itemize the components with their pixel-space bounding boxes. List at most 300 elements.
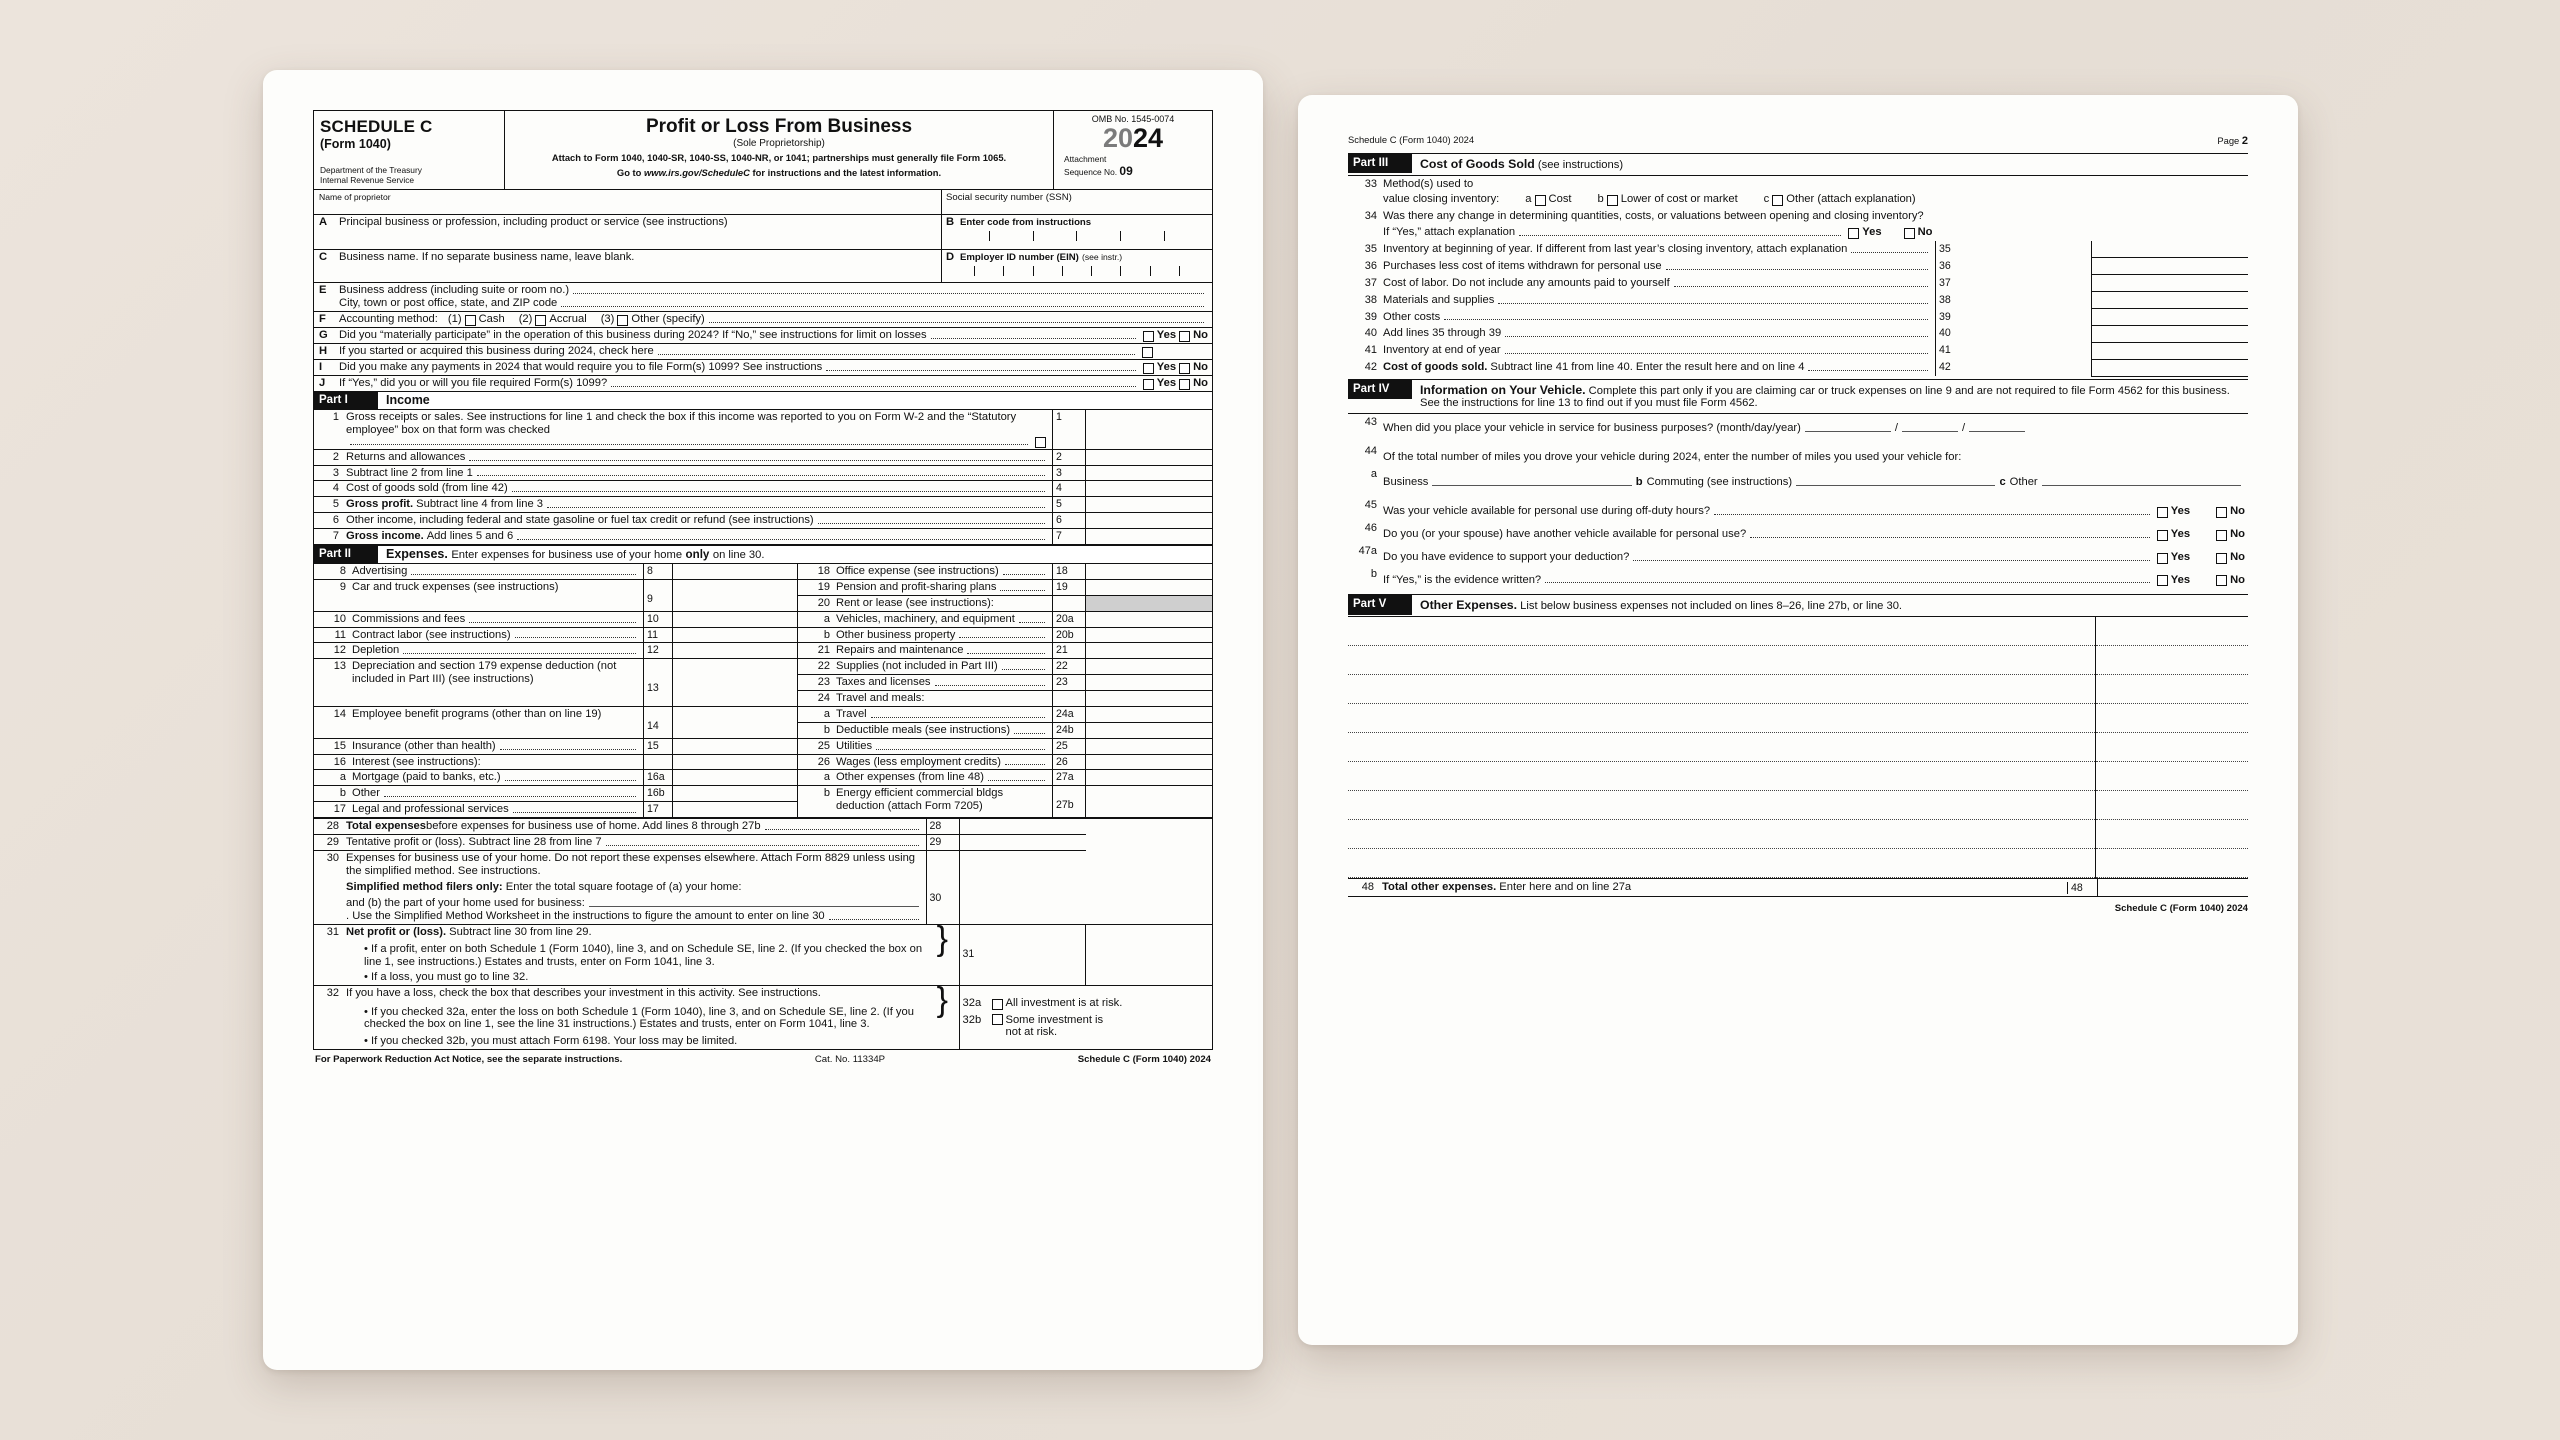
- other-expense-amt-9[interactable]: [2096, 849, 2249, 878]
- irs-url-link[interactable]: www.irs.gov/ScheduleC: [643, 167, 750, 179]
- line-28-bold: Total expenses: [346, 820, 426, 833]
- line-31-amount[interactable]: [1086, 925, 1213, 986]
- other-expense-amt-5[interactable]: [2096, 733, 2249, 762]
- line-34-no-checkbox[interactable]: [1904, 228, 1915, 239]
- accounting-other-fill[interactable]: [709, 322, 1204, 323]
- table-row: [1348, 543, 2248, 566]
- line-26-amount[interactable]: [1086, 754, 1213, 770]
- line-31-bullet-1: • If a profit, enter on both Schedule 1 (Form 1040), line 3, and on Schedule SE, line 2. (If you checked the box on line 1, see instructions.) Estates and trusts, enter on Form 1041, line 3.: [364, 943, 923, 968]
- schedule-title: SCHEDULE C: [320, 117, 433, 136]
- part-4-title: [1412, 380, 2248, 414]
- table-row: [1348, 566, 2248, 593]
- line-30-simplified-bold: Simplified method filers only:: [346, 880, 503, 893]
- line-1-statutory-checkbox[interactable]: [1035, 437, 1046, 448]
- line-32b-checkbox[interactable]: [992, 1014, 1003, 1025]
- line-29-desc: Tentative profit or (loss). Subtract line 28 from line 7: [346, 835, 602, 848]
- part-2-title-main: Expenses.: [386, 547, 448, 562]
- line-33-number: 33: [1364, 177, 1377, 190]
- line-31-number: 31: [314, 925, 344, 986]
- line-42-amount[interactable]: [2092, 359, 2249, 376]
- page-2-header: [1348, 135, 2248, 151]
- line-32-brace: }: [926, 985, 959, 1050]
- line-13-amount[interactable]: [672, 659, 797, 707]
- table-row: [314, 738, 1213, 754]
- line-36-number: 36: [1364, 259, 1377, 272]
- line-23-label: 23: [1053, 675, 1086, 691]
- page-number-value: 2: [2241, 135, 2248, 147]
- table-row: [314, 481, 1213, 497]
- line-25-number: 25: [797, 738, 833, 754]
- business-address-field[interactable]: [314, 283, 1212, 311]
- line-17-number: 17: [314, 802, 350, 818]
- ssn-field[interactable]: [941, 190, 1212, 214]
- line-5-amount[interactable]: [1086, 497, 1213, 513]
- line-44a-input[interactable]: [1432, 485, 1631, 486]
- row-h: [313, 343, 1213, 359]
- table-row: 43 When did you place your vehicle in service for business purposes? (month/day/year) / /: [1348, 414, 2248, 443]
- line-33-text-2: value closing inventory:: [1383, 193, 1500, 206]
- line-46-yes-checkbox[interactable]: [2157, 530, 2168, 541]
- ein-boxes[interactable]: [946, 266, 1208, 276]
- line-1-amount[interactable]: [1086, 409, 1213, 449]
- table-row: [1348, 241, 2248, 258]
- inventory-cost-checkbox[interactable]: [1535, 195, 1546, 206]
- line-2-amount[interactable]: [1086, 449, 1213, 465]
- line-44b-label: Commuting (see instructions): [1646, 476, 1793, 489]
- line-20a-label: 20a: [1053, 611, 1086, 627]
- line-21-number: 21: [797, 643, 833, 659]
- line-48-amount[interactable]: [2097, 879, 2248, 896]
- line-22-desc: Supplies (not included in Part III): [835, 660, 998, 673]
- part-2-title-only: only: [685, 548, 710, 562]
- h-checkbox[interactable]: [1142, 347, 1153, 358]
- accounting-method-label: Accounting method:: [339, 312, 438, 325]
- ein-field[interactable]: [941, 250, 1212, 282]
- part-5-blank-rows: [1348, 617, 2248, 878]
- line-48-bold: Total other expenses.: [1382, 881, 1497, 894]
- table-row: [314, 850, 1213, 924]
- line-3-number: 3: [314, 465, 344, 481]
- line-12-label: 12: [643, 643, 672, 659]
- schedule-c-page-1: [263, 70, 1263, 1370]
- line-1-number: 1: [332, 410, 339, 423]
- table-row: [1348, 466, 2248, 497]
- h-text: If you started or acquired this business during 2024, check here: [339, 344, 654, 357]
- label-j: J: [319, 376, 326, 389]
- line-35-number: 35: [1364, 243, 1377, 256]
- f-opt2-num: (2): [518, 312, 533, 325]
- line-35-amount[interactable]: [2092, 241, 2249, 258]
- line-28-amount[interactable]: [959, 819, 1086, 835]
- line-27b-desc: Energy efficient commercial bldgs deduction (attach Form 7205): [835, 787, 1004, 813]
- goto-pre: Go to: [616, 167, 644, 179]
- table-row: 42 Cost of goods sold. Subtract line 41 from line 40. Enter the result here and on line 4 42: [1348, 359, 2248, 376]
- other-expense-desc-3[interactable]: [1348, 675, 2096, 704]
- line-30-simplified-text: Enter the total square footage of (a) your home:: [502, 880, 742, 893]
- schedule-c-page-2: [1298, 95, 2298, 1345]
- line-15-amount[interactable]: [672, 738, 797, 754]
- principal-business-label: Principal business or profession, including product or service (see instructions): [339, 215, 728, 228]
- line-45-number: 45: [1364, 498, 1377, 511]
- line-46-no-checkbox[interactable]: [2216, 530, 2227, 541]
- other-expense-amt-3[interactable]: [2096, 675, 2249, 704]
- line-48-desc: Enter here and on line 27a: [1496, 881, 1632, 894]
- table-row: [314, 925, 1213, 986]
- line-45-desc: Was your vehicle available for personal use during off-duty hours?: [1383, 504, 1711, 517]
- table-row: [314, 659, 1213, 675]
- line-45-yes-label: Yes: [2170, 504, 2191, 517]
- line-8-label: 8: [643, 564, 672, 580]
- line-47a-no-label: No: [2230, 550, 2245, 563]
- line-47b-desc: If “Yes,” is the evidence written?: [1383, 573, 1542, 586]
- f-opt2-label: Accrual: [549, 312, 587, 325]
- part-4-title-text: Complete this part only if you are claiming car or truck expenses on line 9 and are not required to file Form 4562 for this business. See the instructions for line 13 to find out if you must file Form 4562.: [1420, 384, 2230, 410]
- line-35-label: 35: [1936, 241, 2092, 258]
- line-34-yes-checkbox[interactable]: [1848, 228, 1859, 239]
- line-9-amount[interactable]: [672, 579, 797, 611]
- line-16a-desc: Mortgage (paid to banks, etc.): [352, 771, 501, 784]
- line-24a-amount[interactable]: [1086, 706, 1213, 722]
- attach-instruction: Attach to Form 1040, 1040-SR, 1040-SS, 1040-NR, or 1041; partnerships must generally file Form 1065.: [551, 152, 1007, 164]
- line-17-desc: Legal and professional services: [352, 803, 509, 816]
- other-expense-desc-7[interactable]: [1348, 791, 2096, 820]
- line-7-amount[interactable]: [1086, 529, 1213, 545]
- line-18-label: 18: [1053, 564, 1086, 580]
- line-47b-yes-checkbox[interactable]: [2157, 575, 2168, 586]
- line-3-amount[interactable]: [1086, 465, 1213, 481]
- line-42-label: 42: [1936, 359, 2092, 376]
- accounting-method-row: [314, 312, 1212, 327]
- row-j: [313, 375, 1213, 391]
- f-opt3-num: (3): [600, 312, 615, 325]
- line-45-no-label: No: [2230, 504, 2245, 517]
- line-14-amount[interactable]: [672, 706, 797, 738]
- line-32a-text: All investment is at risk.: [1005, 996, 1123, 1009]
- label-e: E: [319, 283, 327, 296]
- line-41-amount[interactable]: [2092, 342, 2249, 359]
- attachment-sequence: [1058, 154, 1208, 178]
- part-5-title: [1412, 595, 1902, 616]
- line-47b-no-label: No: [2230, 573, 2245, 586]
- table-row: [314, 834, 1213, 850]
- business-address-label: Business address (including suite or room no.): [339, 283, 570, 296]
- line-26-label: 26: [1053, 754, 1086, 770]
- g-no-checkbox[interactable]: [1179, 331, 1190, 342]
- line-21-desc: Repairs and maintenance: [835, 644, 964, 657]
- line-43-day-input[interactable]: [1902, 431, 1958, 432]
- line-28-label: 28: [926, 819, 959, 835]
- j-yes-checkbox[interactable]: [1143, 379, 1154, 390]
- line-13-number: 13: [314, 659, 350, 707]
- other-expense-amt-7[interactable]: [2096, 791, 2249, 820]
- line-25-label: 25: [1053, 738, 1086, 754]
- line-7-label: 7: [1053, 529, 1086, 545]
- inventory-lower-checkbox[interactable]: [1607, 195, 1618, 206]
- line-20a-desc: Vehicles, machinery, and equipment: [835, 612, 1015, 625]
- line-10-amount[interactable]: [672, 611, 797, 627]
- line-4-desc: Cost of goods sold (from line 42): [346, 482, 508, 495]
- table-row: [314, 754, 1213, 770]
- line-40-desc: Add lines 35 through 39: [1383, 327, 1502, 340]
- line-33-b-label: Lower of cost or market: [1620, 193, 1738, 206]
- line-27b-label: 27b: [1053, 786, 1086, 818]
- line-17-label: 17: [643, 802, 672, 818]
- line-43-year-input[interactable]: [1969, 431, 2025, 432]
- line-32-desc: If you have a loss, check the box that describes your investment in this activity. See instructions.: [346, 986, 821, 999]
- i-no-label: No: [1193, 360, 1208, 373]
- line-32a-checkbox[interactable]: [992, 999, 1003, 1010]
- line-24-desc: Travel and meals:: [833, 691, 1053, 707]
- line-12-amount[interactable]: [672, 643, 797, 659]
- line-47a-yes-checkbox[interactable]: [2157, 553, 2168, 564]
- line-12-number: 12: [314, 643, 350, 659]
- line-24b-label: 24b: [1053, 722, 1086, 738]
- line-14-number: 14: [314, 706, 350, 738]
- line-19-number: 19: [797, 579, 833, 595]
- line-19-desc: Pension and profit-sharing plans: [835, 580, 997, 593]
- list-item: [1348, 733, 2248, 762]
- other-expense-desc-2[interactable]: [1348, 646, 2096, 675]
- line-11-amount[interactable]: [672, 627, 797, 643]
- line-22-amount[interactable]: [1086, 659, 1213, 675]
- part-2-title-end: on line 30.: [712, 549, 765, 562]
- line-40-amount[interactable]: [2092, 325, 2249, 342]
- business-code-boxes[interactable]: [946, 231, 1208, 241]
- line-18-number: 18: [797, 564, 833, 580]
- line-24b-desc: Deductible meals (see instructions): [835, 723, 1011, 736]
- j-text: If “Yes,” did you or will you file required Form(s) 1099?: [339, 376, 608, 389]
- table-row: 5 Gross profit. Subtract line 4 from line 3 5: [314, 497, 1213, 513]
- other-expense-amt-1[interactable]: [2096, 617, 2249, 646]
- line-46-desc: Do you (or your spouse) have another vehicle available for personal use?: [1383, 527, 1747, 540]
- line-29-label: 29: [926, 834, 959, 850]
- catalog-number: Cat. No. 11334P: [814, 1054, 886, 1066]
- line-10-number: 10: [314, 611, 350, 627]
- label-g: G: [319, 328, 328, 341]
- line-9-desc: Car and truck expenses (see instructions): [352, 580, 559, 593]
- table-row: [1348, 342, 2248, 359]
- line-4-amount[interactable]: [1086, 481, 1213, 497]
- table-row: [314, 409, 1213, 449]
- line-8-desc: Advertising: [352, 565, 408, 578]
- line-15-number: 15: [314, 738, 350, 754]
- other-expense-desc-5[interactable]: [1348, 733, 2096, 762]
- line-20a-amount[interactable]: [1086, 611, 1213, 627]
- line-8-number: 8: [339, 565, 346, 578]
- line-23-amount[interactable]: [1086, 675, 1213, 691]
- list-item: [1348, 820, 2248, 849]
- line-47a-yes-label: Yes: [2170, 550, 2191, 563]
- line-30-amount[interactable]: [959, 850, 1086, 924]
- accounting-accrual-checkbox[interactable]: [535, 315, 546, 326]
- line-38-amount[interactable]: [2092, 292, 2249, 309]
- line-45-no-checkbox[interactable]: [2216, 507, 2227, 518]
- other-expense-desc-4[interactable]: [1348, 704, 2096, 733]
- line-27b-amount[interactable]: [1086, 786, 1213, 818]
- line-38-desc: Materials and supplies: [1383, 293, 1495, 306]
- other-expense-amt-4[interactable]: [2096, 704, 2249, 733]
- line-27a-desc: Other expenses (from line 48): [835, 771, 984, 784]
- part-5-label: Part V: [1348, 595, 1412, 614]
- line-41-label: 41: [1936, 342, 2092, 359]
- other-expense-desc-6[interactable]: [1348, 762, 2096, 791]
- part-1-title: Income: [386, 393, 430, 408]
- other-expense-desc-8[interactable]: [1348, 820, 2096, 849]
- line-37-label: 37: [1936, 275, 2092, 292]
- table-row: [314, 706, 1213, 722]
- f-opt1-label: Cash: [478, 312, 505, 325]
- line-9-label: 9: [643, 579, 672, 611]
- line-39-amount[interactable]: [2092, 309, 2249, 326]
- line-23-desc: Taxes and licenses: [835, 676, 931, 689]
- table-row: [1348, 497, 2248, 520]
- line-24a-label: 24a: [1053, 706, 1086, 722]
- tax-year: [1058, 125, 1208, 152]
- line-39-desc: Other costs: [1383, 310, 1441, 323]
- line-16b-amount[interactable]: [672, 786, 797, 802]
- line-13-label: 13: [643, 659, 672, 707]
- line-24b-amount[interactable]: [1086, 722, 1213, 738]
- proprietor-name-label: Name of proprietor: [319, 191, 391, 202]
- line-47b-no-checkbox[interactable]: [2216, 575, 2227, 586]
- dept-line-2: Internal Revenue Service: [320, 175, 415, 186]
- goto-post: for instructions and the latest information.: [749, 167, 942, 179]
- part-2-label: Part II: [314, 546, 378, 563]
- list-item: [1348, 675, 2248, 704]
- part-2-title: [378, 547, 765, 562]
- line-20a-number: a: [797, 611, 833, 627]
- line-6-label: 6: [1053, 513, 1086, 529]
- line-24-number: 24: [797, 691, 833, 707]
- accounting-other-checkbox[interactable]: [617, 315, 628, 326]
- line-16a-amount[interactable]: [672, 770, 797, 786]
- line-42-number: 42: [1364, 361, 1377, 374]
- line-17-amount[interactable]: [672, 802, 797, 818]
- line-30-number: 30: [314, 850, 344, 924]
- line-11-number: 11: [314, 627, 350, 643]
- city-fill-line[interactable]: [561, 306, 1204, 307]
- material-participation-row: [314, 328, 1212, 343]
- paperwork-notice: For Paperwork Reduction Act Notice, see the separate instructions.: [315, 1054, 623, 1066]
- j-no-checkbox[interactable]: [1179, 379, 1190, 390]
- sequence-label: Sequence No.: [1064, 167, 1118, 178]
- line-46-yes-label: Yes: [2170, 527, 2191, 540]
- line-7-bold: Gross income.: [346, 530, 424, 543]
- g-no-label: No: [1193, 328, 1208, 341]
- line-33-a-label: Cost: [1548, 193, 1572, 206]
- other-expense-amt-6[interactable]: [2096, 762, 2249, 791]
- row-f: [313, 311, 1213, 327]
- line-20b-desc: Other business property: [835, 628, 956, 641]
- line-43-month-input[interactable]: [1805, 431, 1891, 432]
- line-29-amount[interactable]: [959, 834, 1086, 850]
- line-47a-no-checkbox[interactable]: [2216, 553, 2227, 564]
- other-expense-amt-8[interactable]: [2096, 820, 2249, 849]
- i-yes-checkbox[interactable]: [1143, 363, 1154, 374]
- line-37-amount[interactable]: [2092, 275, 2249, 292]
- part-2-summary-table: [313, 818, 1213, 1050]
- line-19-amount[interactable]: [1086, 579, 1213, 595]
- business-code-field[interactable]: [941, 214, 1213, 250]
- line-14-desc: Employee benefit programs (other than on line 19): [352, 707, 602, 720]
- line-34-number: 34: [1364, 210, 1377, 223]
- line-13-desc: Depreciation and section 179 expense deduction (not included in Part III) (see instructions): [352, 660, 617, 686]
- line-32-bullet-1: • If you checked 32a, enter the loss on both Schedule 1 (Form 1040), line 3, and on Schedule SE, line 2. (If you checked the box on line 1, see the line 31 instructions.) Estates and trusts, enter on Form 1041, line 3.: [364, 1005, 914, 1031]
- line-21-label: 21: [1053, 643, 1086, 659]
- tax-year-prefix: 20: [1102, 123, 1133, 154]
- line-1-text: [343, 409, 1053, 449]
- line-18-desc: Office expense (see instructions): [835, 565, 999, 578]
- line-30-desc: Expenses for business use of your home. Do not report these expenses elsewhere. Attach Form 8829 unless using the simplified method. See instructions.: [346, 851, 916, 877]
- line-34-yes-label: Yes: [1862, 226, 1882, 239]
- line-20-shaded: [1086, 595, 1213, 611]
- line-20b-amount[interactable]: [1086, 627, 1213, 643]
- line-2-label: 2: [1053, 449, 1086, 465]
- g-text: Did you “materially participate” in the operation of this business during 2024? If “No,” see instructions for limit on losses: [339, 328, 927, 341]
- line-21-amount[interactable]: [1086, 643, 1213, 659]
- line-30-sqft-input[interactable]: [589, 906, 919, 907]
- line-15-label: 15: [643, 738, 672, 754]
- line-47a-desc: Do you have evidence to support your deduction?: [1383, 550, 1630, 563]
- line-28-desc: before expenses for business use of home. Add lines 8 through 27b: [426, 820, 761, 833]
- line-27a-amount[interactable]: [1086, 770, 1213, 786]
- line-32b-label: 32b: [962, 1013, 982, 1026]
- g-yes-checkbox[interactable]: [1143, 331, 1154, 342]
- proprietor-name-field[interactable]: [314, 190, 941, 214]
- business-name-field[interactable]: [314, 250, 941, 282]
- i-no-checkbox[interactable]: [1179, 363, 1190, 374]
- other-expense-desc-1[interactable]: [1348, 617, 2096, 646]
- list-item: [1348, 617, 2248, 646]
- line-16-shaded: [672, 754, 797, 770]
- table-row: [314, 611, 1213, 627]
- line-44c-number: c: [1999, 476, 2006, 489]
- inventory-other-checkbox[interactable]: [1772, 195, 1783, 206]
- line-25-amount[interactable]: [1086, 738, 1213, 754]
- line-43-number: 43: [1364, 416, 1377, 429]
- accounting-cash-checkbox[interactable]: [465, 315, 476, 326]
- line-37-desc: Cost of labor. Do not include any amounts paid to yourself: [1383, 276, 1670, 289]
- other-expense-amt-2[interactable]: [2096, 646, 2249, 675]
- line-14-label: 14: [643, 706, 672, 738]
- attachment-label: Attachment: [1064, 154, 1107, 165]
- line-26-number: 26: [797, 754, 833, 770]
- table-row: [1348, 292, 2248, 309]
- other-expense-desc-9[interactable]: [1348, 849, 2096, 878]
- line-45-yes-checkbox[interactable]: [2157, 507, 2168, 518]
- line-8-amount[interactable]: [672, 564, 797, 580]
- omb-number: OMB No. 1545-0074: [1091, 114, 1175, 124]
- line-6-amount[interactable]: [1086, 513, 1213, 529]
- line-36-amount[interactable]: [2092, 258, 2249, 275]
- line-5-label: 5: [1053, 497, 1086, 513]
- line-20-desc: Rent or lease (see instructions):: [833, 595, 1053, 611]
- principal-business-field[interactable]: [314, 215, 941, 249]
- line-30-part-b-label: and (b) the part of your home used for business:: [346, 897, 585, 910]
- line-10-label: 10: [643, 611, 672, 627]
- line-44c-label: Other: [2009, 476, 2038, 489]
- line-40-label: 40: [1936, 325, 2092, 342]
- address-fill-line[interactable]: [573, 293, 1204, 294]
- line-34-no-label: No: [1917, 226, 1933, 239]
- label-b: B: [946, 215, 955, 228]
- line-44b-input[interactable]: [1796, 485, 1995, 486]
- line-18-amount[interactable]: [1086, 564, 1213, 580]
- line-22-number: 22: [797, 659, 833, 675]
- line-3-desc: Subtract line 2 from line 1: [346, 466, 473, 479]
- line-9-number: 9: [314, 579, 350, 611]
- line-44c-input[interactable]: [2042, 485, 2241, 486]
